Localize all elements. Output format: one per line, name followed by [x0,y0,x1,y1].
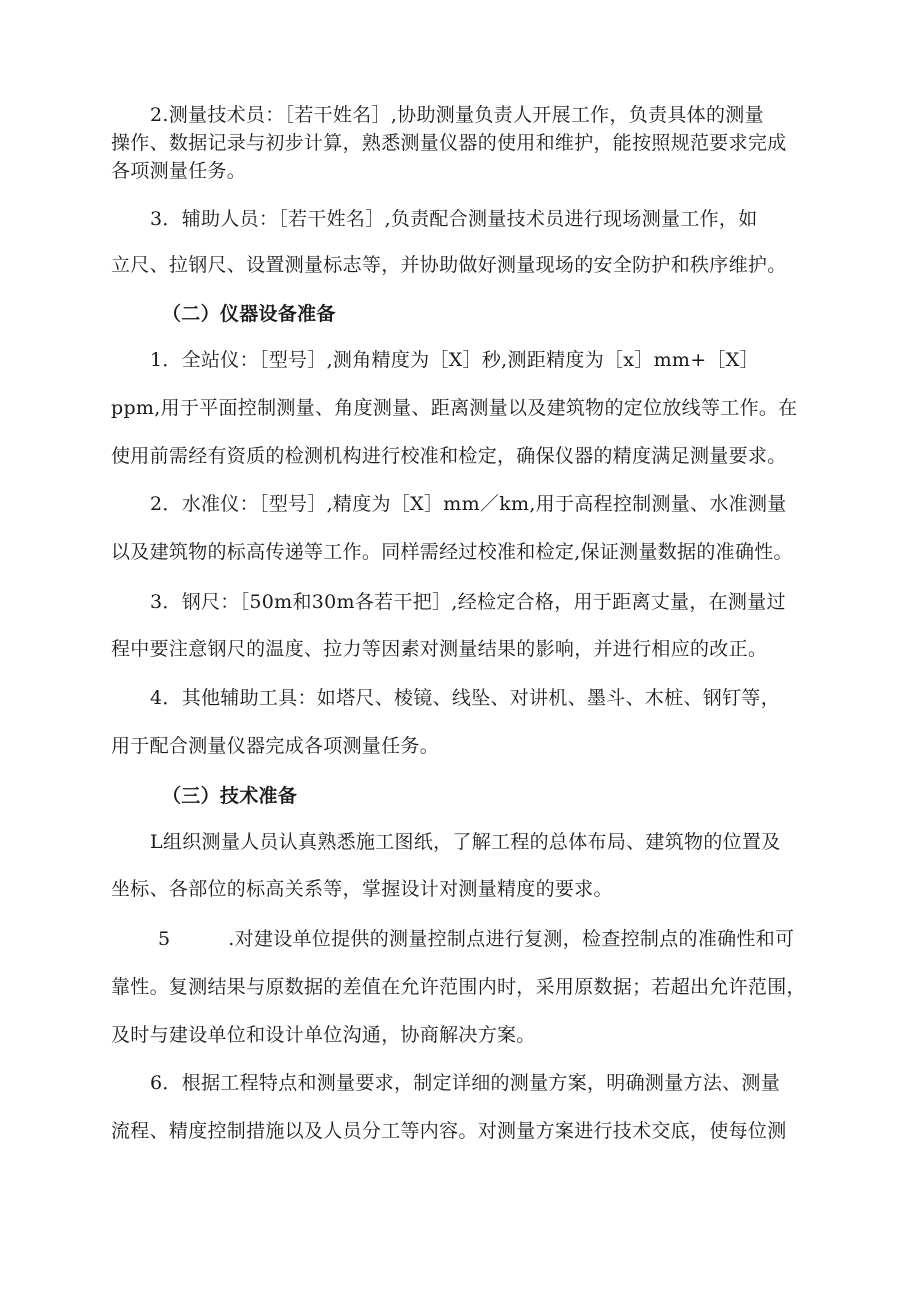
paragraph-line: ppm,用于平面控制测量、角度测量、距离测量以及建筑物的定位放线等工作。在 [111,397,798,419]
paragraph-line: 4．其他辅助工具：如塔尺、棱镜、线坠、对讲机、墨斗、木桩、钢钉等， [150,687,780,709]
section-heading: （二）仪器设备准备 [162,303,336,325]
paragraph-line: 靠性。复测结果与原数据的差值在允许范围内时，采用原数据；若超出允许范围， [111,976,806,998]
paragraph-line: 6．根据工程特点和测量要求，制定详细的测量方案，明确测量方法、测量 [150,1072,780,1094]
paragraph-line: 1．全站仪：［型号］,测角精度为［X］秒,测距精度为［x］mm+［X］ [150,349,759,371]
paragraph-line: 及时与建设单位和设计单位沟通，协商解决方案。 [111,1024,536,1046]
paragraph-line: 2．水准仪：［型号］,精度为［X］mm／km,用于高程控制测量、水准测量 [150,493,787,515]
paragraph-line: 用于配合测量仪器完成各项测量任务。 [111,735,440,757]
paragraph-line: 2.测量技术员：［若干姓名］,协助测量负责人开展工作，负责具体的测量 [150,104,764,126]
section-heading: （三）技术准备 [162,785,298,807]
paragraph-line: 操作、数据记录与初步计算，熟悉测量仪器的使用和维护，能按照规范要求完成 [111,132,787,154]
paragraph-line: L组织测量人员认真熟悉施工图纸，了解工程的总体布局、建筑物的位置及 [150,831,781,853]
paragraph-line: 立尺、拉钢尺、设置测量标志等，并协助做好测量现场的安全防护和秩序维护。 [111,254,787,276]
paragraph-line: 3．钢尺：［50m和30m各若干把］,经检定合格，用于距离丈量，在测量过 [150,591,786,613]
paragraph-line: 以及建筑物的标高传递等工作。同样需经过校准和检定,保证测量数据的准确性。 [111,541,793,563]
paragraph-line: 使用前需经有资质的检测机构进行校准和检定，确保仪器的精度满足测量要求。 [111,445,787,467]
paragraph-line: 流程、精度控制措施以及人员分工等内容。对测量方案进行技术交底，使每位测 [111,1120,787,1142]
paragraph-line: 3．辅助人员：［若干姓名］,负责配合测量技术员进行现场测量工作，如 [150,208,758,230]
paragraph-line: 坐标、各部位的标高关系等，掌握设计对测量精度的要求。 [111,878,613,900]
paragraph-line: 程中要注意钢尺的温度、拉力等因素对测量结果的影响，并进行相应的改正。 [111,638,768,660]
paragraph-line: 5 .对建设单位提供的测量控制点进行复测，检查控制点的准确性和可 [158,928,795,950]
paragraph-line: 各项测量任务。 [111,160,247,182]
